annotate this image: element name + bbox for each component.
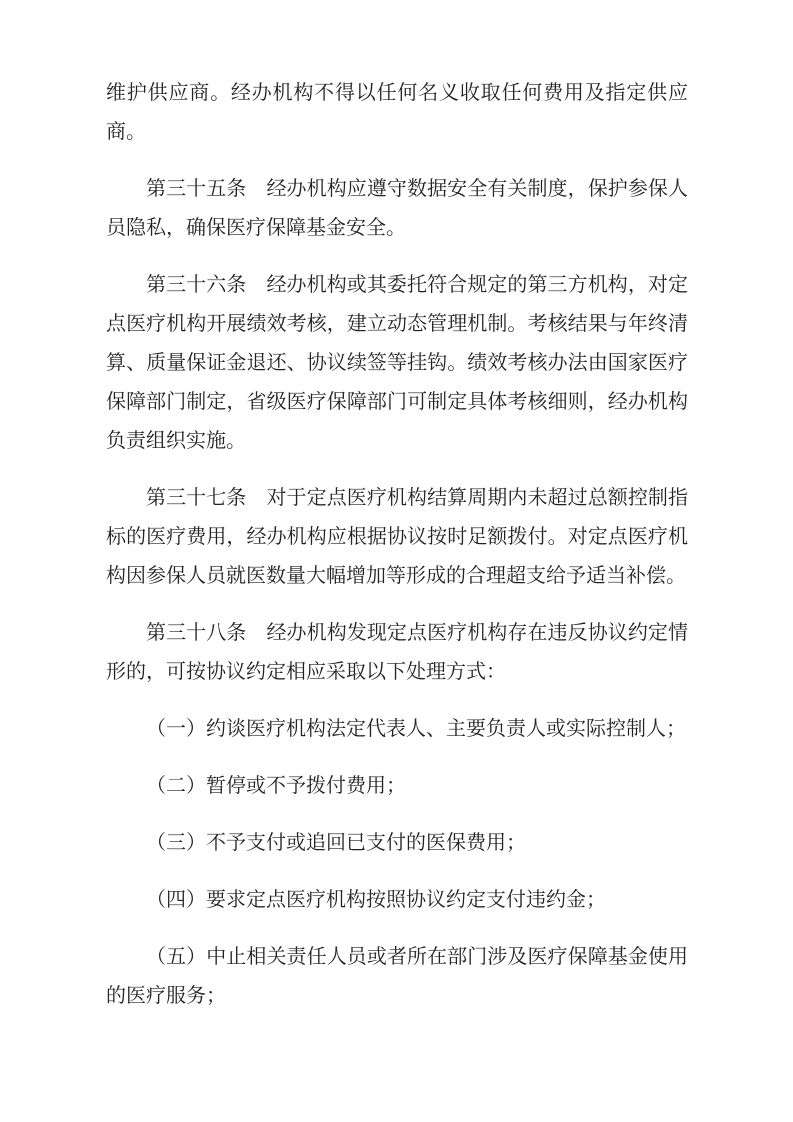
paragraph-list-item-1: （一）约谈医疗机构法定代表人、主要负责人或实际控制人； (146, 718, 686, 740)
paragraph-list-item-5: （五）中止相关责任人员或者所在部门涉及医疗保障基金使用的医疗服务； (106, 946, 688, 1007)
paragraph-article-38: 第三十八条 经办机构发现定点医疗机构存在违反协议约定情形的，可按协议约定相应采取以下处理方式： (106, 622, 688, 683)
document-body (106, 74, 688, 1016)
paragraph-list-item-4: （四）要求定点医疗机构按照协议约定支付违约金； (146, 889, 606, 911)
paragraph-list-item-2: （二）暂停或不予拨付费用； (146, 775, 406, 797)
paragraph-article-36: 第三十六条 经办机构或其委托符合规定的第三方机构，对定点医疗机构开展绩效考核，建立动态管理机制。考核结果与年终清算、质量保证金退还、协议续签等挂钩。绩效考核办法由国家医疗保障部门制定，省级医疗保障部门可制定具体考核细则，经办机构负责组织实施。 (106, 274, 688, 452)
paragraph-list-item-3: （三）不予支付或追回已支付的医保费用； (146, 832, 526, 854)
paragraph-continuation: 维护供应商。经办机构不得以任何名义收取任何费用及指定供应商。 (106, 82, 688, 143)
paragraph-article-37: 第三十七条 对于定点医疗机构结算周期内未超过总额控制指标的医疗费用，经办机构应根据协议按时足额拨付。对定点医疗机构因参保人员就医数量大幅增加等形成的合理超支给予适当补偿。 (106, 487, 688, 587)
paragraph-article-35: 第三十五条 经办机构应遵守数据安全有关制度，保护参保人员隐私，确保医疗保障基金安全。 (106, 178, 688, 239)
